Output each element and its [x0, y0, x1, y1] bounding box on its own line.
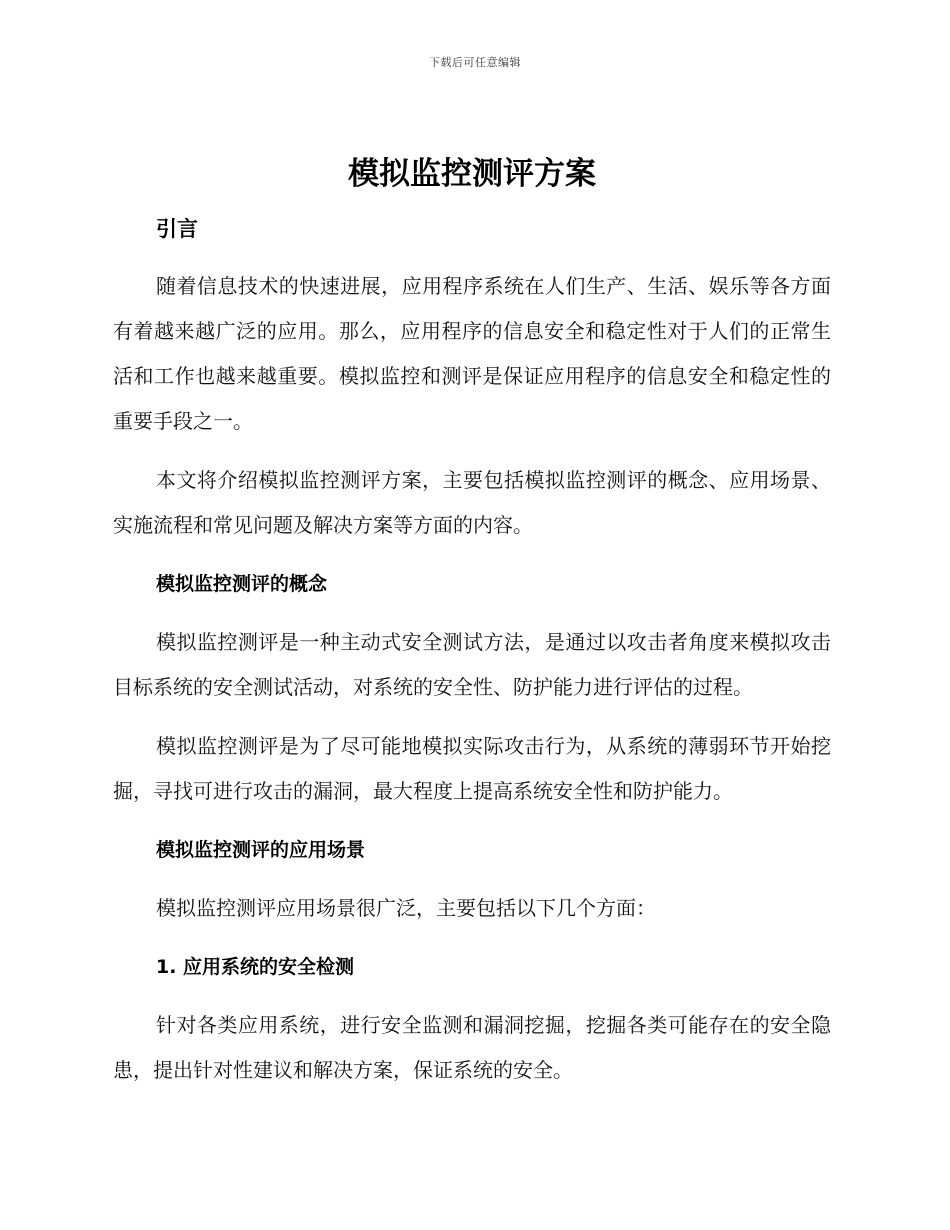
document-body: [113, 148, 831, 1107]
scenario-item-1-heading: 1. 应用系统的安全检测: [156, 956, 355, 978]
scenario-item-1-paragraph: 针对各类应用系统，进行安全监测和漏洞挖掘，挖掘各类可能存在的安全隐患，提出针对性建议和解决方案，保证系统的安全。: [113, 1013, 831, 1082]
concept-heading: 模拟监控测评的概念: [156, 573, 328, 595]
document-title: 模拟监控测评方案: [348, 156, 596, 192]
scenarios-heading: 模拟监控测评的应用场景: [156, 839, 366, 861]
scenarios-intro-paragraph: 模拟监控测评应用场景很广泛，主要包括以下几个方面：: [156, 896, 656, 920]
intro-heading: 引言: [156, 217, 198, 241]
page-header-note: 下载后可任意编辑: [429, 56, 521, 69]
intro-paragraph-1: 随着信息技术的快速进展，应用程序系统在人们生产、生活、娱乐等各方面有着越来越广泛的应用。那么，应用程序的信息安全和稳定性对于人们的正常生活和工作也越来越重要。模拟监控和测评是保证应用程序的信息安全和稳定性的重要手段之一。: [113, 274, 831, 433]
intro-paragraph-2: 本文将介绍模拟监控测评方案，主要包括模拟监控测评的概念、应用场景、实施流程和常见问题及解决方案等方面的内容。: [113, 468, 831, 537]
concept-paragraph-1: 模拟监控测评是一种主动式安全测试方法，是通过以攻击者角度来模拟攻击目标系统的安全测试活动，对系统的安全性、防护能力进行评估的过程。: [113, 630, 831, 699]
concept-paragraph-2: 模拟监控测评是为了尽可能地模拟实际攻击行为，从系统的薄弱环节开始挖掘，寻找可进行攻击的漏洞，最大程度上提高系统安全性和防护能力。: [113, 734, 831, 803]
